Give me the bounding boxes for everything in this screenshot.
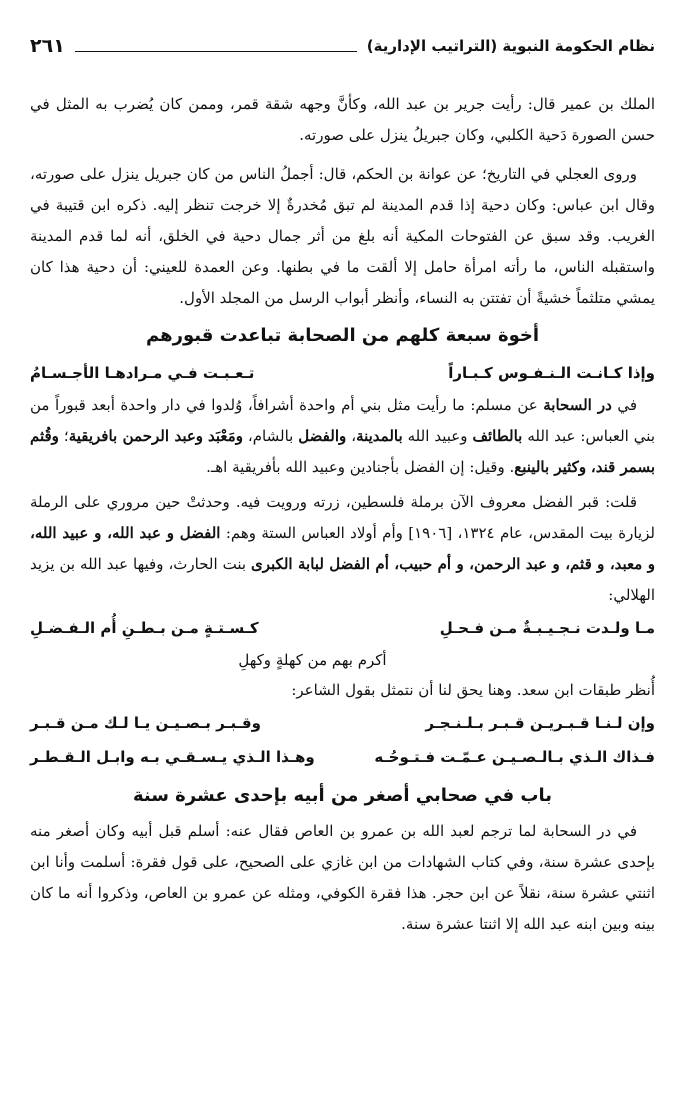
verse-2-continuation: أكرم بهم من كهلةٍ وكهلِ <box>238 651 387 669</box>
p3-text: وعبيد الله <box>402 427 473 445</box>
verse-4-second-hemistich: وهـذا الـذي يـسـقـي بـه وابـل الـقـطـر <box>30 748 315 766</box>
p3-bold: وعبد الرحمن بافريقية <box>68 427 204 445</box>
p3-bold: وقُثم بسمر قند، <box>30 427 655 476</box>
verse-1-first-hemistich: وإذا كـانـت الـنـفـوس كـبـاراً <box>448 364 655 382</box>
p3-bold: وكثير بالينبع <box>514 458 587 476</box>
paragraph-1: الملك بن عمير قال: رأيت جرير بن عبد الله، وكأنَّ وجهه شقة قمر، وممن كان يُضرب به المثل في حسن الصورة دَحية الكلبي، وكان جبريلُ ينزل على صورته. <box>30 95 655 144</box>
verse-line-4 <box>30 740 655 774</box>
paragraph-6: في در السحابة لما ترجم لعبد الله بن عمرو بن العاص فقال عنه: أسلم قبل أبيه وكان أصغر منه بإحدى عشرة سنة، وفي كتاب الشهادات من ابن غازي على الصحيح، على قول فقرة: أسلمت وأنا ابن اثنتي عشرة سنة، نقلاً عن ابن حجر. هذا فقرة الكوفي، ومثله عن عمرو بن العاص، وذكروا أنه ما كان بينه وبين ابنه عبد الله إلا اثنتا عشرة سنة. <box>30 822 655 933</box>
p3-bold: بالطائف <box>472 427 523 445</box>
verse-2-second-hemistich: كـسـتـةٍ مـن بـطـنِ أُم الـفـضـلِ <box>30 619 259 637</box>
p4-text: قلت: قبر الفضل معروف الآن برملة فلسطين، زرته ورويت فيه. وحدثتْ حين مروري على الرملة لزيارة بيت المقدس، عام ١٣٢٤، [١٩٠٦] وأم أولاد العباس الستة وهم: <box>30 493 655 542</box>
p3-text: ؛ <box>58 427 69 445</box>
header-title: نظام الحكومة النبوية (التراتيب الإدارية) <box>366 37 655 55</box>
section-heading-brothers: أخوة سبعة كلهم من الصحابة تباعدت قبورهم <box>145 325 540 346</box>
p3-bold: ومَعْبَد <box>208 427 243 445</box>
p3-text: عن مسلم: ما رأيت مثل بني أم واحدة أشرافاً، وُلدوا في دار واحدة أبعد قبوراً من بني العباس: عبد الله <box>30 396 656 445</box>
p3-text: . وقيل: إن الفضل بأجنادين وعبيد الله بأفريقية اهـ. <box>206 458 515 476</box>
verse-4-first-hemistich: فـذاك الـذي بـالـصـيـن عـمّـت فـتـوحُـه <box>374 748 655 766</box>
p3-bold: در السحابة <box>543 396 612 414</box>
paragraph-2: وروى العجلي في التاريخ؛ عن عوانة بن الحكم، قال: أجملُ الناس من كان جبريل ينزل على صورته، وقال ابن عباس: وكان دحية إذا قدم المدينة لم تبق مُخدرةٌ إلا خرجت تنظر إليه. ذكره ابن قتيبة في الغريب. وقد سبق عن الفتوحات المكية أنه بلغ من أثر جمال دحية في الخلق، أنه لما قدم المدينة واستقبله الناس، ما رأته امرأة حامل إلا ألقت ما في بطنها. وعن العمدة للعيني: أن دحية هذا كان يمشي متلثماً خشيةً أن تفتتن به النساء، وأنظر أبواب الرسل من المجلد الأول. <box>30 165 655 307</box>
paragraph-5: أُنظر طبقات ابن سعد. وهنا يحق لنا أن نتمثل بقول الشاعر: <box>291 681 655 699</box>
section-heading-younger-companion: باب في صحابي أصغر من أبيه بإحدى عشرة سنة <box>132 785 553 806</box>
header-rule <box>75 51 357 52</box>
book-page <box>30 28 655 940</box>
verse-1-second-hemistich: تـعـبـت فـي مـرادهـا الأجـسـامُ <box>30 364 255 382</box>
p3-text: ، <box>346 427 357 445</box>
page-number: ٢٦١ <box>30 35 65 57</box>
verse-line-2 <box>30 611 655 645</box>
running-header <box>30 28 655 64</box>
paragraph-3 <box>30 390 655 483</box>
verse-2-first-hemistich: مـا ولـدت نـجـيـبـةٌ مـن فـحـلِ <box>439 619 655 637</box>
verse-line-1 <box>30 356 655 390</box>
p3-bold: بالمدينة <box>356 427 403 445</box>
p3-bold: والفضل <box>298 427 347 445</box>
p4-text: بنت الحارث، وفيها عبد الله بن يزيد الهلالي: <box>30 555 655 604</box>
verse-3-second-hemistich: وقـبـر بـصـيـن يـا لـك مـن قـبـر <box>30 714 261 732</box>
p3-text: في <box>611 396 638 414</box>
paragraph-4 <box>30 487 655 611</box>
verse-line-3 <box>30 706 655 740</box>
p3-text: بالشام، <box>242 427 299 445</box>
p4-bold: الفضل و عبد الله، و عبيد الله، و معبد، و قثم، و عبد الرحمن، و أم حبيب، أم الفضل لبابة الكبرى <box>30 524 655 573</box>
verse-3-first-hemistich: وإن لـنـا قـبـريـن قـبـر بـلـنـجـر <box>425 714 655 732</box>
